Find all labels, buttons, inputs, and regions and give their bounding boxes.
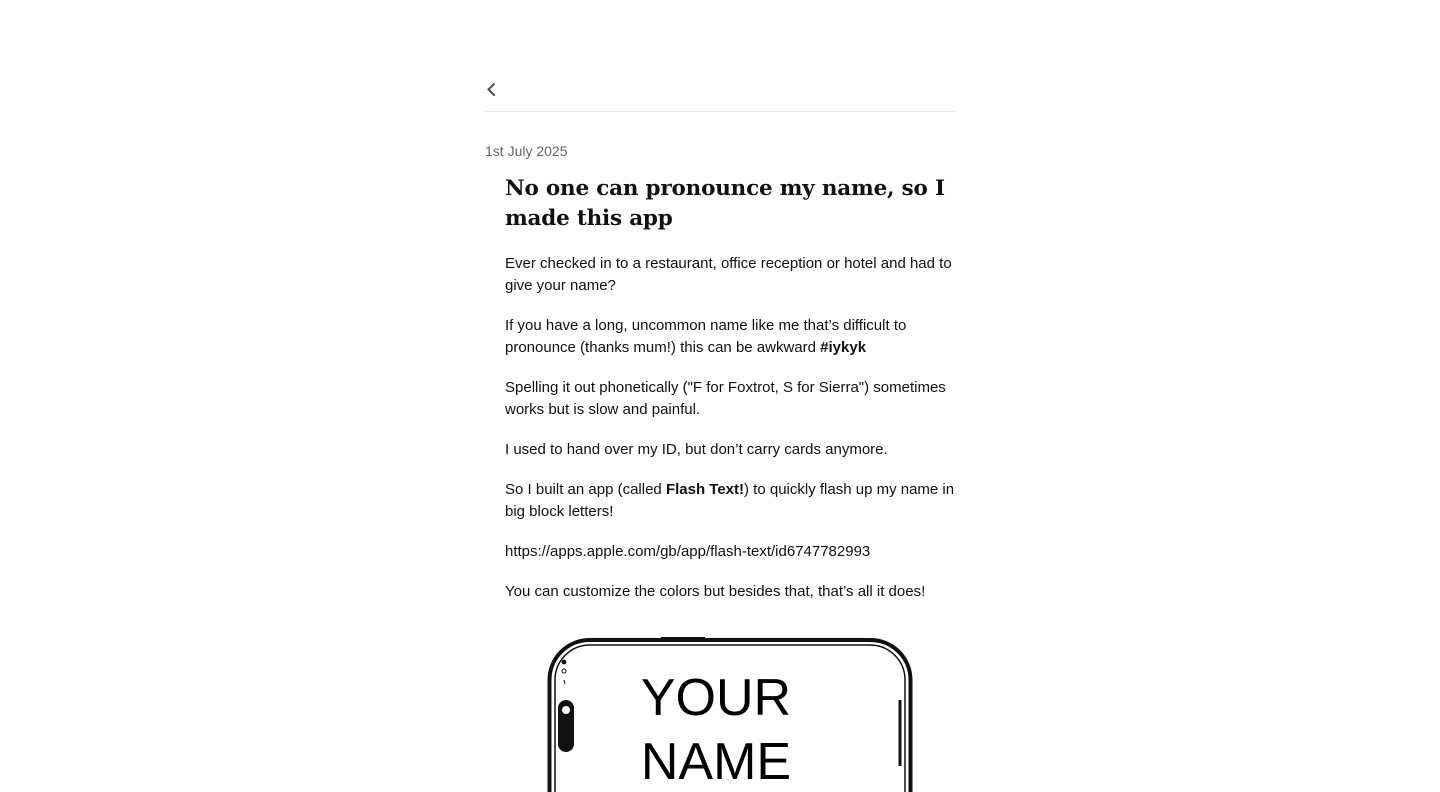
- paragraph: I used to hand over my ID, but don’t carry cards anymore.: [505, 441, 888, 458]
- hashtag: #iykyk: [820, 339, 867, 356]
- post-date: 1st July 2025: [485, 143, 568, 159]
- paragraph: You can customize the colors but besides that, that’s all it does!: [505, 583, 926, 600]
- article: [505, 174, 957, 600]
- paragraph-text: So I built an app (called: [505, 481, 666, 498]
- chevron-left-icon: [485, 81, 499, 99]
- phone-screen-line-2: NAME: [640, 733, 792, 791]
- paragraph: Ever checked in to a restaurant, office reception or hotel and had to give your name?: [505, 255, 952, 294]
- paragraph: [505, 315, 957, 359]
- paragraph-text: If you have a long, uncommon name like me that’s difficult to pronounce (thanks mum!) this can be awkward: [505, 317, 907, 356]
- top-bar: [485, 72, 955, 112]
- paragraph: [505, 541, 957, 563]
- phone-screen-line-1: YOUR: [640, 669, 792, 727]
- back-button[interactable]: [485, 81, 499, 99]
- paragraph: Spelling it out phonetically ("F for Foxtrot, S for Sierra") sometimes works but is slow and painful.: [505, 379, 946, 418]
- app-store-link[interactable]: https://apps.apple.com/gb/app/flash-text/id6747782993: [505, 543, 871, 560]
- app-name: Flash Text!: [665, 481, 745, 498]
- paragraph: [505, 479, 957, 523]
- paragraph-text: ) to quickly flash up my name in big block letters!: [505, 481, 955, 520]
- phone-mockup-image: [547, 636, 913, 791]
- post-title: No one can pronounce my name, so I made this app: [505, 176, 945, 231]
